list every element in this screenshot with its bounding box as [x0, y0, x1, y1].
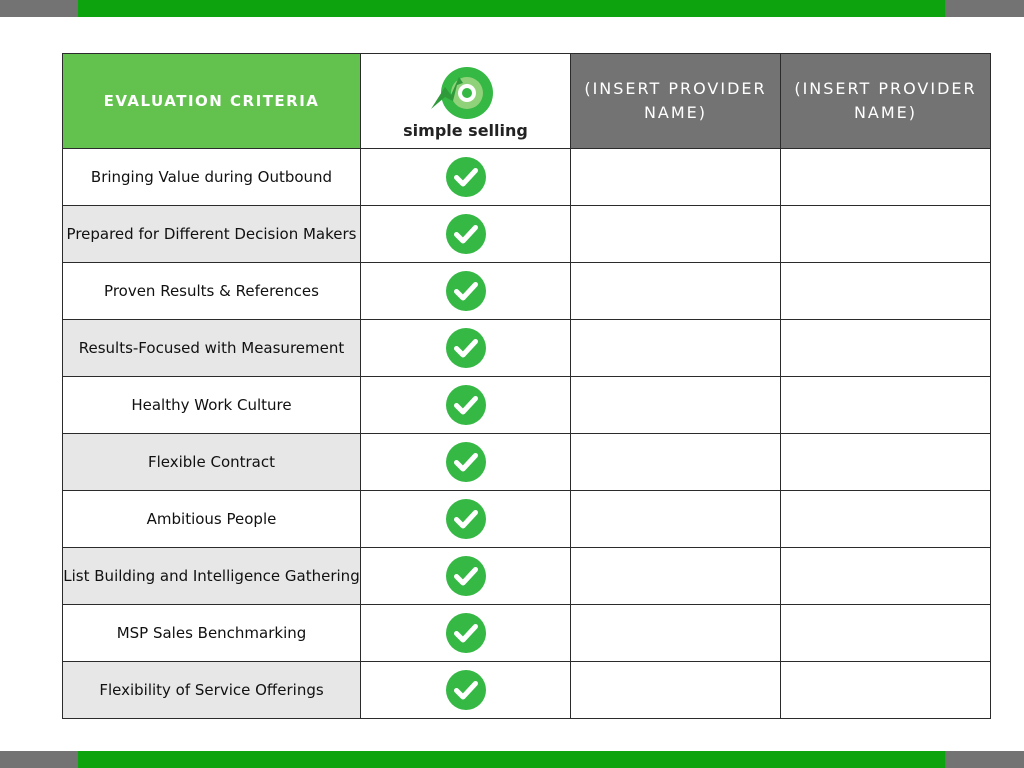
provider-1-cell — [571, 206, 781, 263]
simple-selling-cell — [361, 548, 571, 605]
criteria-label: MSP Sales Benchmarking — [63, 605, 361, 662]
top-accent-bar — [0, 0, 1024, 17]
criteria-label: Results-Focused with Measurement — [63, 320, 361, 377]
criteria-label: Flexible Contract — [63, 434, 361, 491]
provider-1-header: (INSERT PROVIDER NAME) — [571, 54, 781, 149]
provider-2-cell — [781, 662, 991, 719]
table-row — [63, 149, 991, 206]
table-header-row — [63, 54, 991, 149]
provider-1-cell — [571, 149, 781, 206]
table-row — [63, 548, 991, 605]
simple-selling-logo — [403, 63, 528, 140]
top-bar-gray-right — [945, 0, 1024, 17]
provider-2-cell — [781, 434, 991, 491]
simple-selling-cell — [361, 149, 571, 206]
checkmark-icon — [446, 670, 486, 710]
provider-2-cell — [781, 149, 991, 206]
table-row — [63, 605, 991, 662]
provider-2-cell — [781, 548, 991, 605]
provider-2-cell — [781, 377, 991, 434]
checkmark-icon — [446, 613, 486, 653]
checkmark-icon — [446, 385, 486, 425]
checkmark-icon — [446, 442, 486, 482]
criteria-rows — [63, 149, 991, 719]
checkmark-icon — [446, 271, 486, 311]
provider-1-cell — [571, 434, 781, 491]
logo-target-icon — [427, 63, 505, 119]
top-bar-gray-left — [0, 0, 78, 17]
table-row — [63, 377, 991, 434]
checkmark-icon — [446, 328, 486, 368]
criteria-label: Ambitious People — [63, 491, 361, 548]
provider-2-cell — [781, 206, 991, 263]
criteria-label: Proven Results & References — [63, 263, 361, 320]
logo-wordmark: simple selling — [403, 120, 528, 140]
table-row — [63, 491, 991, 548]
table-row — [63, 206, 991, 263]
table-row — [63, 434, 991, 491]
provider-2-cell — [781, 320, 991, 377]
provider-1-cell — [571, 662, 781, 719]
top-bar-green — [78, 0, 945, 17]
checkmark-icon — [446, 157, 486, 197]
provider-1-cell — [571, 320, 781, 377]
table-row — [63, 320, 991, 377]
table-row — [63, 662, 991, 719]
provider-2-cell — [781, 605, 991, 662]
provider-1-cell — [571, 491, 781, 548]
provider-2-cell — [781, 263, 991, 320]
checkmark-icon — [446, 556, 486, 596]
criteria-label: Flexibility of Service Offerings — [63, 662, 361, 719]
criteria-label: Prepared for Different Decision Makers — [63, 206, 361, 263]
provider-1-cell — [571, 377, 781, 434]
checkmark-icon — [446, 499, 486, 539]
comparison-table — [62, 53, 991, 719]
provider-1-cell — [571, 605, 781, 662]
bottom-bar-gray-left — [0, 751, 78, 768]
brand-logo-cell — [361, 54, 571, 149]
criteria-label: List Building and Intelligence Gathering — [63, 548, 361, 605]
simple-selling-cell — [361, 263, 571, 320]
bottom-bar-gray-right — [945, 751, 1024, 768]
provider-1-cell — [571, 548, 781, 605]
simple-selling-cell — [361, 491, 571, 548]
simple-selling-cell — [361, 377, 571, 434]
simple-selling-cell — [361, 605, 571, 662]
table-row — [63, 263, 991, 320]
simple-selling-cell — [361, 662, 571, 719]
simple-selling-cell — [361, 206, 571, 263]
provider-1-cell — [571, 263, 781, 320]
bottom-bar-green — [78, 751, 945, 768]
bottom-accent-bar — [0, 751, 1024, 768]
checkmark-icon — [446, 214, 486, 254]
criteria-label: Bringing Value during Outbound — [63, 149, 361, 206]
provider-2-cell — [781, 491, 991, 548]
criteria-header: EVALUATION CRITERIA — [63, 54, 361, 149]
criteria-label: Healthy Work Culture — [63, 377, 361, 434]
simple-selling-cell — [361, 320, 571, 377]
simple-selling-cell — [361, 434, 571, 491]
provider-2-header: (INSERT PROVIDER NAME) — [781, 54, 991, 149]
